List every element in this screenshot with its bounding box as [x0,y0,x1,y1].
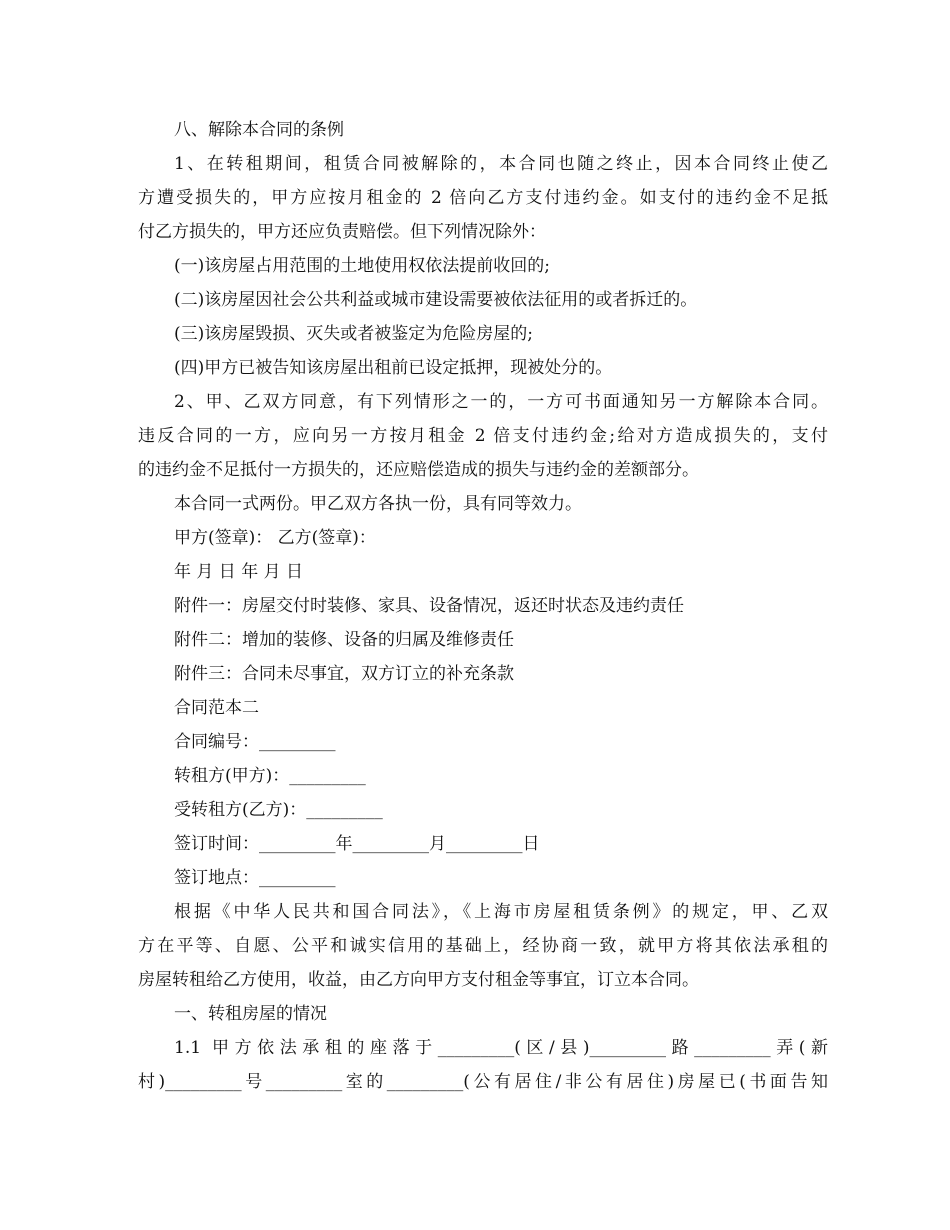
paragraph-line: 2、甲、乙双方同意，有下列情形之一的，一方可书面通知另一方解除本合同。 [174,392,828,412]
contract-number-field: 合同编号：_________ [174,732,336,752]
list-item: (二)该房屋因社会公共利益或城市建设需要被依法征用的或者拆迁的。 [174,290,698,310]
attachment-line: 附件三：合同未尽事宜，双方订立的补充条款 [174,664,514,684]
attachment-line: 附件一：房屋交付时装修、家具、设备情况，返还时状态及违约责任 [174,596,684,616]
paragraph-line: 根据《中华人民共和国合同法》，《上海市房屋租赁条例》的规定，甲、乙双 [174,902,828,922]
paragraph-line: 付乙方损失的，甲方还应负责赔偿。但下列情况除外： [138,222,546,242]
paragraph-line: 本合同一式两份。甲乙双方各执一份，具有同等效力。 [174,494,582,514]
paragraph-line: 1、在转租期间，租赁合同被解除的，本合同也随之终止，因本合同终止使乙 [174,154,828,174]
sublessee-field: 受转租方(乙方)：_________ [174,800,383,820]
date-line: 年 月 日 年 月 日 [174,562,304,582]
signing-date-field: 签订时间：_________年_________月_________日 [174,834,540,854]
signing-place-field: 签订地点：_________ [174,868,336,888]
paragraph-line: 房屋转租给乙方使用，收益，由乙方向甲方支付租金等事宜，订立本合同。 [138,970,699,990]
section-heading: 八、解除本合同的条例 [174,120,344,140]
clause-line: 1.1 甲方依法承租的座落于_________(区/县)_________路_________弄(新 [174,1038,828,1058]
sublessor-field: 转租方(甲方)：_________ [174,766,366,786]
clause-line: 村)_________号_________室的_________(公有居住/非公有居住)房屋已(书面告知 [138,1072,828,1092]
list-item: (四)甲方已被告知该房屋出租前已设定抵押，现被处分的。 [174,358,613,378]
paragraph-line: 方遭受损失的，甲方应按月租金的 2 倍向乙方支付违约金。如支付的违约金不足抵 [138,188,828,208]
document-body [138,113,828,1099]
list-item: (三)该房屋毁损、灭失或者被鉴定为危险房屋的; [174,324,533,344]
paragraph-line: 方在平等、自愿、公平和诚实信用的基础上，经协商一致，就甲方将其依法承租的 [138,936,828,956]
list-item: (一)该房屋占用范围的土地使用权依法提前收回的; [174,256,550,276]
signature-line: 甲方(签章)： 乙方(签章)： [174,528,376,548]
attachment-line: 附件二：增加的装修、设备的归属及维修责任 [174,630,514,650]
paragraph-line: 违反合同的一方，应向另一方按月租金 2 倍支付违约金;给对方造成损失的，支付 [138,426,828,446]
paragraph-line: 的违约金不足抵付一方损失的，还应赔偿造成的损失与违约金的差额部分。 [138,460,699,480]
document-title: 合同范本二 [174,698,259,718]
section-heading: 一、转租房屋的情况 [174,1004,327,1024]
